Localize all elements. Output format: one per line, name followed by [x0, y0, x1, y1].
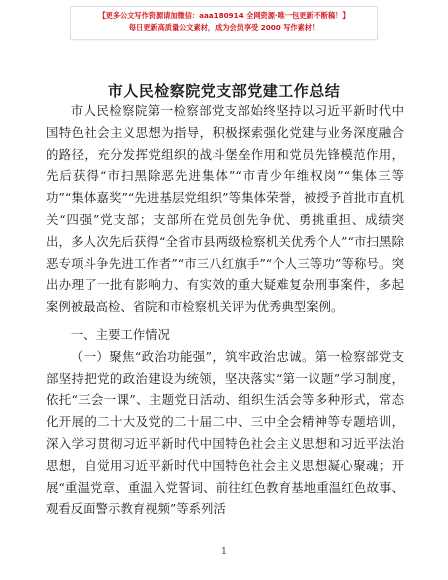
- promo-banner-line2: 每日更新高质量公文素材，成为会员享受 2000 写作素材！: [128, 23, 320, 32]
- section-heading: 一、主要工作情况: [70, 326, 170, 342]
- document-title: 市人民检察院党支部党建工作总结: [107, 82, 341, 100]
- page-number: 1: [221, 547, 227, 557]
- promo-banner-line1: 【更多公文写作资源请加微信：aaa180914 全网资源·唯一包更新不断稿！】: [98, 11, 350, 20]
- promo-banner: [70, 6, 378, 40]
- document-body: [46, 100, 404, 520]
- intro-paragraph: 市人民检察院第一检察部党支部始终坚持以习近平新时代中国特色社会主义思想为指导，积极探索强化党建与业务深度融合的路径，充分发挥党组织的战斗堡垒作用和党员先锋模范作用，先后获得“市扫黑除恶先进集体”“市青少年维权岗”“集体三等功”“集体嘉奖”“先进基层党组织”等集体荣誉，被授予首批市直机关“四强”党支部；支部所在党员创先争优、勇挑重担、成绩突出，多人次先后获得“全省市县两级检察机关优秀个人”“市扫黑除恶专项斗争先进工作者”“市三八红旗手”“个人三等功”等称号。突出办理了一批有影响力、有实效的重大疑难复杂刑事案件，多起案例被最高检、省院和市检察机关评为优秀典型案例。: [46, 103, 404, 315]
- section-paragraph: （一）聚焦“政治功能强”，筑牢政治忠诚。第一检察部党支部坚持把党的政治建设为统领，坚决落实“第一议题”学习制度，依托“三会一课”、主题党日活动、组织生活会等多种形式，常态化开展的二十大及党的二十届二中、三中全会精神等专题培训，深入学习贯彻习近平新时代中国特色社会主义思想和习近平法治思想，自觉用习近平新时代中国特色社会主义思想凝心聚魂；开展“重温党章、重温入党誓词、前往红色教育基地重温红色故事、观看反面警示教育视频”等系列活: [46, 348, 404, 517]
